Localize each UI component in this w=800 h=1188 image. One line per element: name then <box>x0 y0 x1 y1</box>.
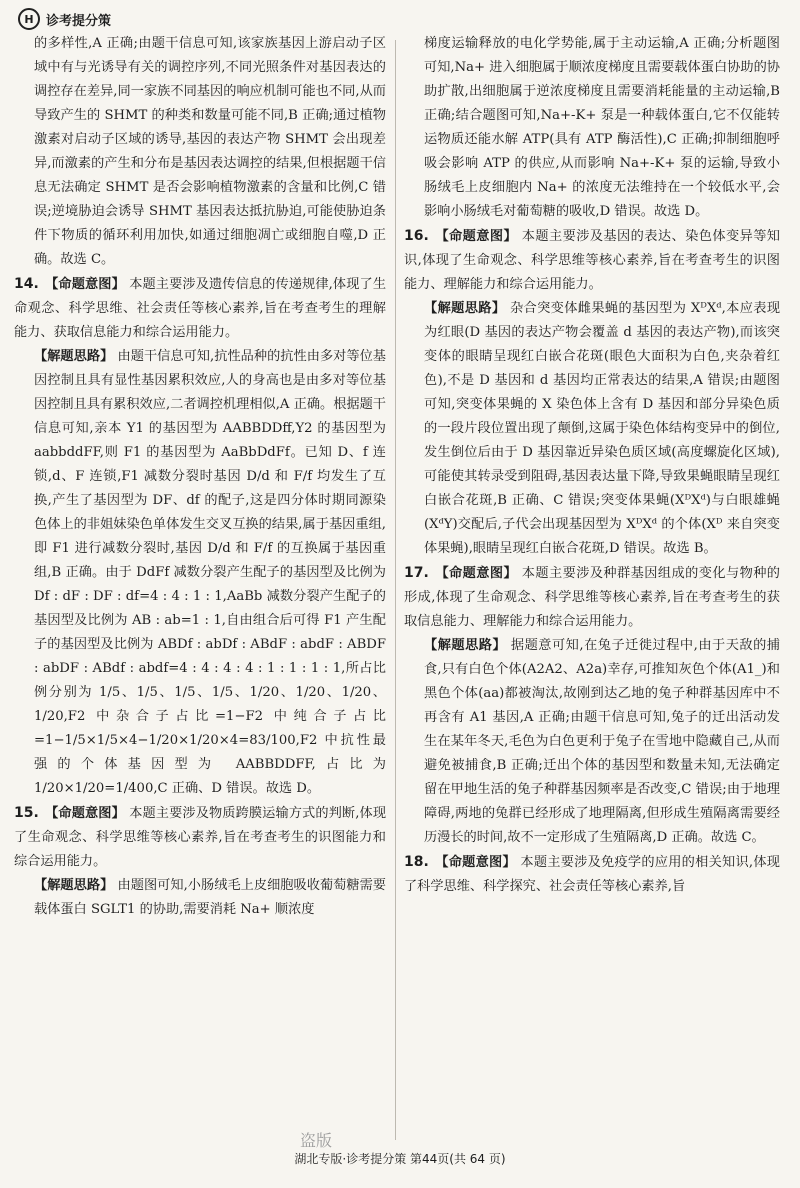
q17-intent-tag: 【命题意图】 <box>435 566 518 581</box>
q14-idea-text: 由题干信息可知,抗性品种的抗性由多对等位基因控制且具有显性基因累积效应,人的身高也是由多对等位基因控制且具有累积效应,二者调控机理相似,A 正确。根据题干信息可知,亲本 Y1 的基因型为 AABBDDff,Y2 的基因型为 aabbddFF,则 F1 的基因型为 AaBbDdFf。已知 D、f 连锁,d、F 连锁,F1 减数分裂时基因 D/d 和 F/f 均发生了互换,产生了基因型为 DF、df 的配子,这是四分体时期同源染色体上的非姐妹染色单体发生交叉互换的结果,属于基因重组,即 F1 进行减数分裂时,基因 D/d 和 F/f 的互换属于基因重组,B 正确。由于 DdFf 减数分裂产生配子的基因型及比例为 Df : dF : DF : df=4 : 4 : 1 : 1,AaBb 减数分裂产生配子的基因型及比例为 AB : ab=1 : 1,自由组合后可得 F1 产生配子的基因型及比例为 ABDf : abDf : ABdF : abdF : ABDF : abDF : ABdf : abdf=4 : 4 : 4 : 4 : 1 : 1 : 1 : 1,所占比例分别为 1/5、1/5、1/5、1/5、1/20、1/20、1/20、1/20,F2 中杂合子占比=1−F2 中纯合子占比=1−1/5×1/5×4−1/20×1/20×4=83/100,F2 中抗性最强的个体基因型为 AABBDDFF,占比为 1/20×1/20=1/400,C 正确、D 错误。故选 D。 <box>34 349 386 796</box>
question-16 <box>404 224 780 561</box>
column-divider <box>395 40 396 1140</box>
question-17 <box>404 561 780 850</box>
q16-intent <box>404 224 780 297</box>
page-header <box>18 6 111 32</box>
brand-logo-icon: H <box>18 8 40 30</box>
q16-idea-tag: 【解题思路】 <box>424 301 506 316</box>
q15-intent-text: 本题主要涉及物质跨膜运输方式的判断,体现了生命观念、科学思维等核心素养,旨在考查考生的识图能力和综合运用能力。 <box>14 806 386 869</box>
q14-idea-tag: 【解题思路】 <box>34 349 114 364</box>
q18-number: 18. <box>404 854 429 870</box>
q14-intent-text: 本题主要涉及遗传信息的传递规律,体现了生命观念、科学思维、社会责任等核心素养,旨在考查考生的理解能力、获取信息能力和综合运用能力。 <box>14 277 386 340</box>
q17-number: 17. <box>404 565 429 581</box>
q14-number: 14. <box>14 276 39 292</box>
q16-intent-text: 本题主要涉及基因的表达、染色体变异等知识,体现了生命观念、科学思维等核心素养,旨在考查考生的识图能力、理解能力和综合运用能力。 <box>404 229 780 292</box>
q17-intent <box>404 561 780 634</box>
q15-number: 15. <box>14 805 39 821</box>
q17-idea-tag: 【解题思路】 <box>424 638 507 653</box>
q16-number: 16. <box>404 228 429 244</box>
left-column <box>14 32 386 1142</box>
q15-intent-tag: 【命题意图】 <box>45 806 125 821</box>
q16-idea-text: 杂合突变体雌果蝇的基因型为 XᴰXᵈ,本应表现为红眼(D 基因的表达产物会覆盖 d 基因的表达产物),而该突变体的眼睛呈现红白嵌合花斑(眼色大面积为白色,夹杂着红色),不是 D 基因和 d 基因均正常表达的结果,A 错误;由题图可知,突变体果蝇的 X 染色体上含有 D 基因和部分异染色质的一段片段位置出现了颠倒,这属于染色体结构变异中的倒位,发生倒位后由于 D 基因靠近异染色质区域(高度螺旋化区域),可能使其转录受到阻碍,基因表达量下降,导致果蝇眼睛呈现红白嵌合花斑,B 正确、C 错误;突变体果蝇(XᴰXᵈ)与白眼雄蝇(XᵈY)交配后,子代会出现基因型为 XᴰXᵈ 的个体(Xᴰ 来自突变体果蝇),眼睛呈现红白嵌合花斑,D 错误。故选 B。 <box>424 301 780 556</box>
q15-idea-text: 由题图可知,小肠绒毛上皮细胞吸收葡萄糖需要载体蛋白 SGLT1 的协助,需要消耗 Na+ 顺浓度 <box>34 878 386 917</box>
q14-idea <box>14 345 386 801</box>
right-column <box>404 32 780 1142</box>
watermark-stamp: 盗版 <box>300 1131 333 1150</box>
q14-intent <box>14 272 386 345</box>
q15-continuation: 梯度运输释放的电化学势能,属于主动运输,A 正确;分析题图可知,Na+ 进入细胞属于顺浓度梯度且需要载体蛋白协助的协助扩散,出细胞属于逆浓度梯度且需要消耗能量的主动运输,B 正确;结合题图可知,Na+-K+ 泵是一种载体蛋白,它不仅能转运物质还能水解 ATP(具有 ATP 酶活性),C 正确;抑制细胞呼吸会影响 ATP 的供应,从而影响 Na+-K+ 泵的运输,导致小肠绒毛上皮细胞内 Na+ 的浓度无法维持在一个较低水平,会影响小肠绒毛对葡萄糖的吸收,D 错误。故选 D。 <box>424 36 780 219</box>
q17-idea-text: 据题意可知,在兔子迁徙过程中,由于天敌的捕食,只有白色个体(A2A2、A2a)幸存,可推知灰色个体(A1_)和黑色个体(aa)都被淘汰,故刚到达乙地的兔子种群基因库中不再含有 A1 基因,A 正确;由题干信息可知,兔子的迁出活动发生在某年冬天,毛色为白色更利于兔子在雪地中隐藏自己,从而避免被捕食,B 正确;迁出个体的基因型和数量未知,无法确定留在甲地生活的兔子种群基因频率是否改变,C 错误;由于地理障碍,两地的兔群已经形成了地理隔离,但形成生殖隔离需要经历漫长的时间,故不一定形成了生殖隔离,D 正确。故选 C。 <box>424 638 780 845</box>
q14-intent-tag: 【命题意图】 <box>45 277 125 292</box>
q15-idea <box>14 874 386 922</box>
q15-intent <box>14 801 386 874</box>
q18-intent <box>404 850 780 899</box>
brand-name: 诊考提分策 <box>46 13 112 29</box>
q15-idea-tag: 【解题思路】 <box>34 878 114 893</box>
q18-intent-text: 本题主要涉及免疫学的应用的相关知识,体现了科学思维、科学探究、社会责任等核心素养,旨 <box>404 855 780 894</box>
question-18 <box>404 850 780 899</box>
q16-idea <box>404 297 780 561</box>
q13-continuation: 的多样性,A 正确;由题干信息可知,该家族基因上游启动子区域中有与光诱导有关的调控序列,不同光照条件对基因表达的调控存在差异,同一家族不同基因的响应机制可能也不同,从而导致产生的 SHMT 的种类和数量可能不同,B 正确;通过植物激素对启动子区域的诱导,基因的表达产物 SHMT 会出现差异,而激素的产生和分布是基因表达调控的结果,但根据题干信息无法确定 SHMT 是否会影响植物激素的含量和比例,C 错误;逆境胁迫会诱导 SHMT 基因表达抵抗胁迫,可能使胁迫条件下物质的循环利用加快,如通过细胞凋亡或细胞自噬,D 正确。故选 C。 <box>34 36 386 267</box>
q17-intent-text: 本题主要涉及种群基因组成的变化与物种的形成,体现了生命观念、科学思维等核心素养,旨在考查考生的获取信息能力、理解能力和综合运用能力。 <box>404 566 780 629</box>
question-14 <box>14 272 386 801</box>
q16-intent-tag: 【命题意图】 <box>435 229 518 244</box>
q17-idea <box>404 634 780 850</box>
page-footer: 湖北专版·诊考提分策 第44页(共 64 页) <box>294 1152 506 1166</box>
q18-intent-tag: 【命题意图】 <box>435 855 516 870</box>
question-15 <box>14 801 386 922</box>
